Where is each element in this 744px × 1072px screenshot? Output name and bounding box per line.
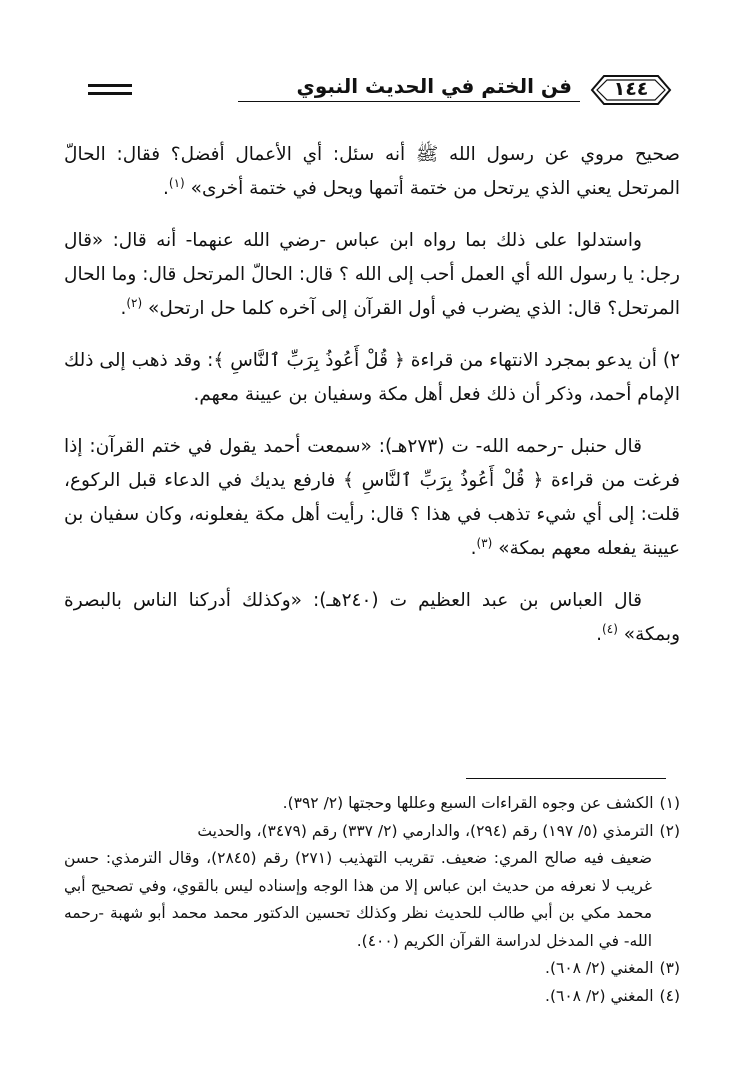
footnote-text: الكشف عن وجوه القراءات السبع وعللها وحجتها (٢/ ٣٩٢). [282,794,654,812]
paragraph [64,224,680,326]
footnote-text: المغني (٢/ ٦٠٨). [545,986,654,1005]
footnote-ref: (١) [168,175,185,190]
footnote [64,955,680,983]
paragraph-text: ٢) أن يدعو بمجرد الانتهاء من قراءة ﴿ قُلْ أَعُوذُ بِرَبِّ ٱلنَّاسِ ﴾: وقد ذهب إلى ذلك الإمام أحمد، وذكر أن ذلك فعل أهل مكة وسفيان بن عيينة معهم. [64,350,680,405]
paragraph-text: صحيح مروي عن رسول الله ﷺ أنه سئل: أي الأعمال أفضل؟ فقال: الحالّ المرتحل يعني الذي يرتحل من ختمة أتمها ويحل في ختمة أخرى» [64,144,680,199]
footnote [64,790,680,818]
paragraph [64,584,680,652]
header-rule [238,101,580,102]
header-dash [88,92,132,95]
footnote-number: (٢) [659,821,680,840]
footnote-text: الترمذي (٥/ ١٩٧) رقم (٢٩٤)، والدارمي (٢/ ٣٣٧) رقم (٣٤٧٩)، والحديث [197,821,654,840]
paragraph-text: قال العباس بن عبد العظيم ت (٢٤٠هـ): «وكذلك أدركنا الناس بالبصرة وبمكة» [64,590,680,645]
paragraph-end: . [120,298,127,319]
paragraph [64,430,680,566]
footnote-ref: (٣) [476,535,493,550]
paragraph [64,344,680,412]
page-number: ١٤٤ [613,78,649,100]
paragraph-end: . [163,178,169,199]
footnote-continuation: ضعيف فيه صالح المري: ضعيف. تقريب التهذيب (٢٧١) رقم (٢٨٤٥)، وقال الترمذي: حسن غريب لا نعرفه من حديث ابن عباس إلا من هذا الوجه وإسناده ليس بالقوي، وفي تصحيح أبي محمد مكي بن أبي طالب للحديث نظر وكذلك تحسين الدكتور محمد محمد أبو شهبة -رحمه الله- في المدخل لدراسة القرآن الكريم (٤٠٠). [64,849,652,950]
paragraph-text: واستدلوا على ذلك بما رواه ابن عباس -رضي الله عنهما- أنه قال: «قال رجل: يا رسول الله أي العمل أحب إلى الله ؟ قال: الحالّ المرتحل قال: وما الحال المرتحل؟ قال: الذي يضرب في أول القرآن إلى آخره كلما حل ارتحل» [64,230,680,319]
main-text [64,138,680,670]
footnote-number: (١) [659,794,680,812]
running-title: فن الختم في الحديث النبوي [296,74,572,98]
footnote-text: المغني (٢/ ٦٠٨). [545,959,654,977]
page-header [88,70,680,110]
paragraph [64,138,680,206]
page-number-frame [590,74,672,106]
footnote-number: (٤) [659,986,680,1005]
footnotes [64,790,680,1010]
paragraph-text: قال حنبل -رحمه الله- ت (٢٧٣هـ): «سمعت أحمد يقول في ختم القرآن: إذا فرغت من قراءة ﴿ قُلْ أَعُوذُ بِرَبِّ ٱلنَّاسِ ﴾ فارفع يديك في الدعاء قبل الركوع، قلت: إلى أي شيء تذهب في هذا ؟ قال: رأيت أهل مكة يفعلونه، وكان سفيان بن عيينة يفعله معهم بمكة» [64,436,680,559]
header-dash [88,84,132,87]
footnote-ref: (٢) [126,295,143,310]
footnote-ref: (٤) [602,621,618,636]
footnote-separator [466,778,666,779]
footnote-number: (٣) [659,959,680,977]
footnote [64,983,680,1011]
paragraph-end: . [596,624,603,645]
paragraph-end: . [470,538,477,559]
footnote [64,818,680,846]
